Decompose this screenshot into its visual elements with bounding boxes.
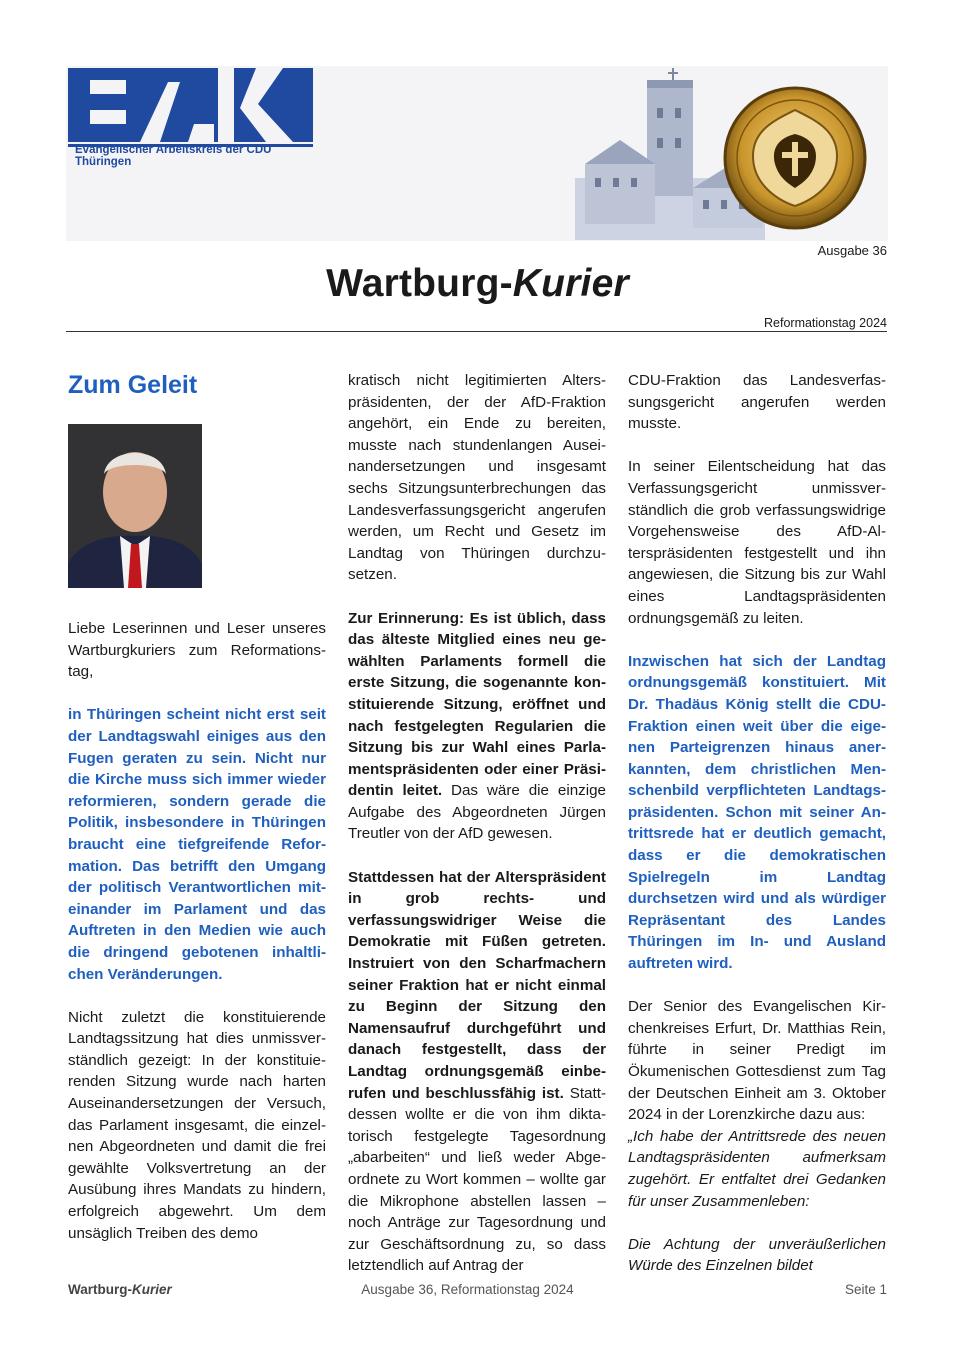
masthead-title-italic: Kurier: [512, 262, 629, 305]
paragraph-instead: [348, 867, 606, 1277]
paragraph-continued: kratisch nicht legitimierten Alterspräsidenten, der der AfD-Fraktion angehört, ein Ende zu bereiten, musste nach stundenlangen Auseinandersetzungen und insgesamt sechs Sitzungsunterbrechungen das Landesverfassungsgericht angerufen werden, um Recht und Gesetz im Landtag von Thüringen durchzusetzen.: [348, 372, 606, 584]
issue-number: Ausgabe 36: [817, 243, 887, 258]
header-divider: [66, 331, 887, 332]
paragraph-highlight: in Thüringen scheint nicht erst seit der Landtagswahl einiges aus den Fugen geraten zu sein. Nicht nur die Kirche muss sich immer wieder reformieren, sondern gerade die Politik, insbesondere in Thüringen braucht eine tiefgreifende Reformation. Das betrifft den Umgang der politisch Verantwortlichen miteinander im Parlament und das Auftreten in den Medien wie auch die dringend gebotenen inhaltlichen Veränderungen.: [68, 706, 326, 983]
paragraph-cdu: CDU-Fraktion das Landesverfassungsgericht angerufen werden musste.: [628, 372, 886, 433]
quote-intro: „Ich habe der Antrittsrede des neuen Landtagspräsidenten aufmerksam zugehört. Er entfaltet drei Gedanken für unser Zusammenleben:: [628, 1127, 886, 1210]
logo-subtitle-line2: Thüringen: [75, 156, 132, 168]
paragraph-court: In seiner Eilentscheidung hat das Verfassungsgericht unmissverständlich die grob verfassungswidrige Vorgehensweise des AfD-Alterspräsidenten festgestellt und ihn angewiesen, die Sitzung bis zur Wahl eines Landtagspräsidenten ordnungsgemäß zu leiten.: [628, 458, 886, 627]
issue-date: Reformationstag 2024: [764, 316, 887, 330]
footer-publication-italic: Kurier: [132, 1282, 172, 1297]
column-3: [628, 370, 886, 1299]
paragraph-reminder-rest: Das wäre die einzige Aufgabe des Abgeordneten Jürgen Treutler von der AfD gewesen.: [348, 782, 607, 843]
luther-rose-seal-icon: [725, 88, 865, 228]
paragraph-greeting: Liebe Leserinnen und Leser unseres Wartburgkuriers zum Reformationstag,: [68, 620, 326, 681]
paragraph-reminder: [348, 608, 606, 846]
masthead-title-main: Wartburg-: [326, 262, 513, 305]
article-heading: Zum Geleit: [68, 371, 198, 399]
logo-subtitle-line1: Evangelischer Arbeitskreis der CDU: [75, 144, 272, 156]
footer-issue: Ausgabe 36, Reformationstag 2024: [361, 1282, 574, 1297]
paragraph-president: Inzwischen hat sich der Landtag ordnungsgemäß konstituiert. Mit Dr. Thadäus König stellt die CDU-Fraktion einen weit über die eigenen Parteigrenzen hinaus anerkannten, dem christlichen Menschenbild verpflichteten Landtagspräsidenten. Schon mit seiner Antrittsrede hat er deutlich gemacht, dass er die demokratischen Spielregeln im Landtag durchsetzen wird und als würdiger Repräsentant des Landes Thüringen im In- und Ausland auftreten wird.: [628, 652, 886, 973]
paragraph-reminder-bold: Zur Erinnerung: Es ist üblich, dass das älteste Mitglied eines neu gewählten Parlaments formell die erste Sitzung, die sogenannte konstituierende Sitzung, eröffnet und nach festgelegten Regularien die Sitzung bis zur Wahl eines Parlamentspräsidenten oder einer Präsidentin leitet.: [348, 609, 606, 800]
author-portrait: [68, 424, 202, 588]
masthead-title: [0, 262, 955, 306]
logo-subtitle: [75, 144, 271, 168]
paragraph-sermon: Der Senior des Evangelischen Kirchenkreises Erfurt, Dr. Matthias Rein, führte in seiner Predigt im Ökumenischen Gottesdienst zum Tag der Deutschen Einheit am 3. Oktober 2024 in der Lorenzkirche dazu aus:: [628, 998, 886, 1124]
quote-point: Die Achtung der unveräußerlichen Würde des Einzelnen bildet: [628, 1235, 886, 1275]
page-number: Seite 1: [844, 1282, 887, 1297]
paragraph-instead-rest: Stattdessen wollte er die von ihm diktatorisch festgelegte Tagesordnung „abarbeiten“ und ließ weder Abgeordnete zu Wort kommen – wollte gar die Mikrophone abstellen lassen – noch Anträge zur Tagesordnung und zur Geschäftsordnung zu, so dass letztendlich auf Antrag der: [348, 1084, 606, 1275]
footer-publication-main: Wartburg-: [68, 1282, 132, 1297]
paragraph-instead-bold: Stattdessen hat der Alterspräsident in grob rechts- und verfassungswidriger Weise die Demokratie mit Füßen getreten. Instruiert von den Scharfmachern seiner Fraktion hat er nicht einmal zu Beginn der Sitzung den Namensaufruf durchgeführt und danach festgestellt, dass der Landtag ordnungsgemäß einberufen und beschlussfähig ist.: [348, 868, 606, 1102]
column-2: [348, 370, 606, 1277]
column-1: [68, 370, 326, 1244]
wartburg-castle-illustration: [575, 68, 888, 240]
paragraph-body: Nicht zuletzt die konstituierende Landtagssitzung hat dies unmissverständlich gezeigt: In der konstituierenden Sitzung wurde nach harten Auseinandersetzungen der Versuch, das Parlament insgesamt, die einzelnen Abgeordneten und damit die frei gewählte Volksvertretung an der Ausübung ihres Mandats zu hindern, erfolgreich abgewehrt. Um dem unsäglich Treiben des demo: [68, 1008, 326, 1242]
